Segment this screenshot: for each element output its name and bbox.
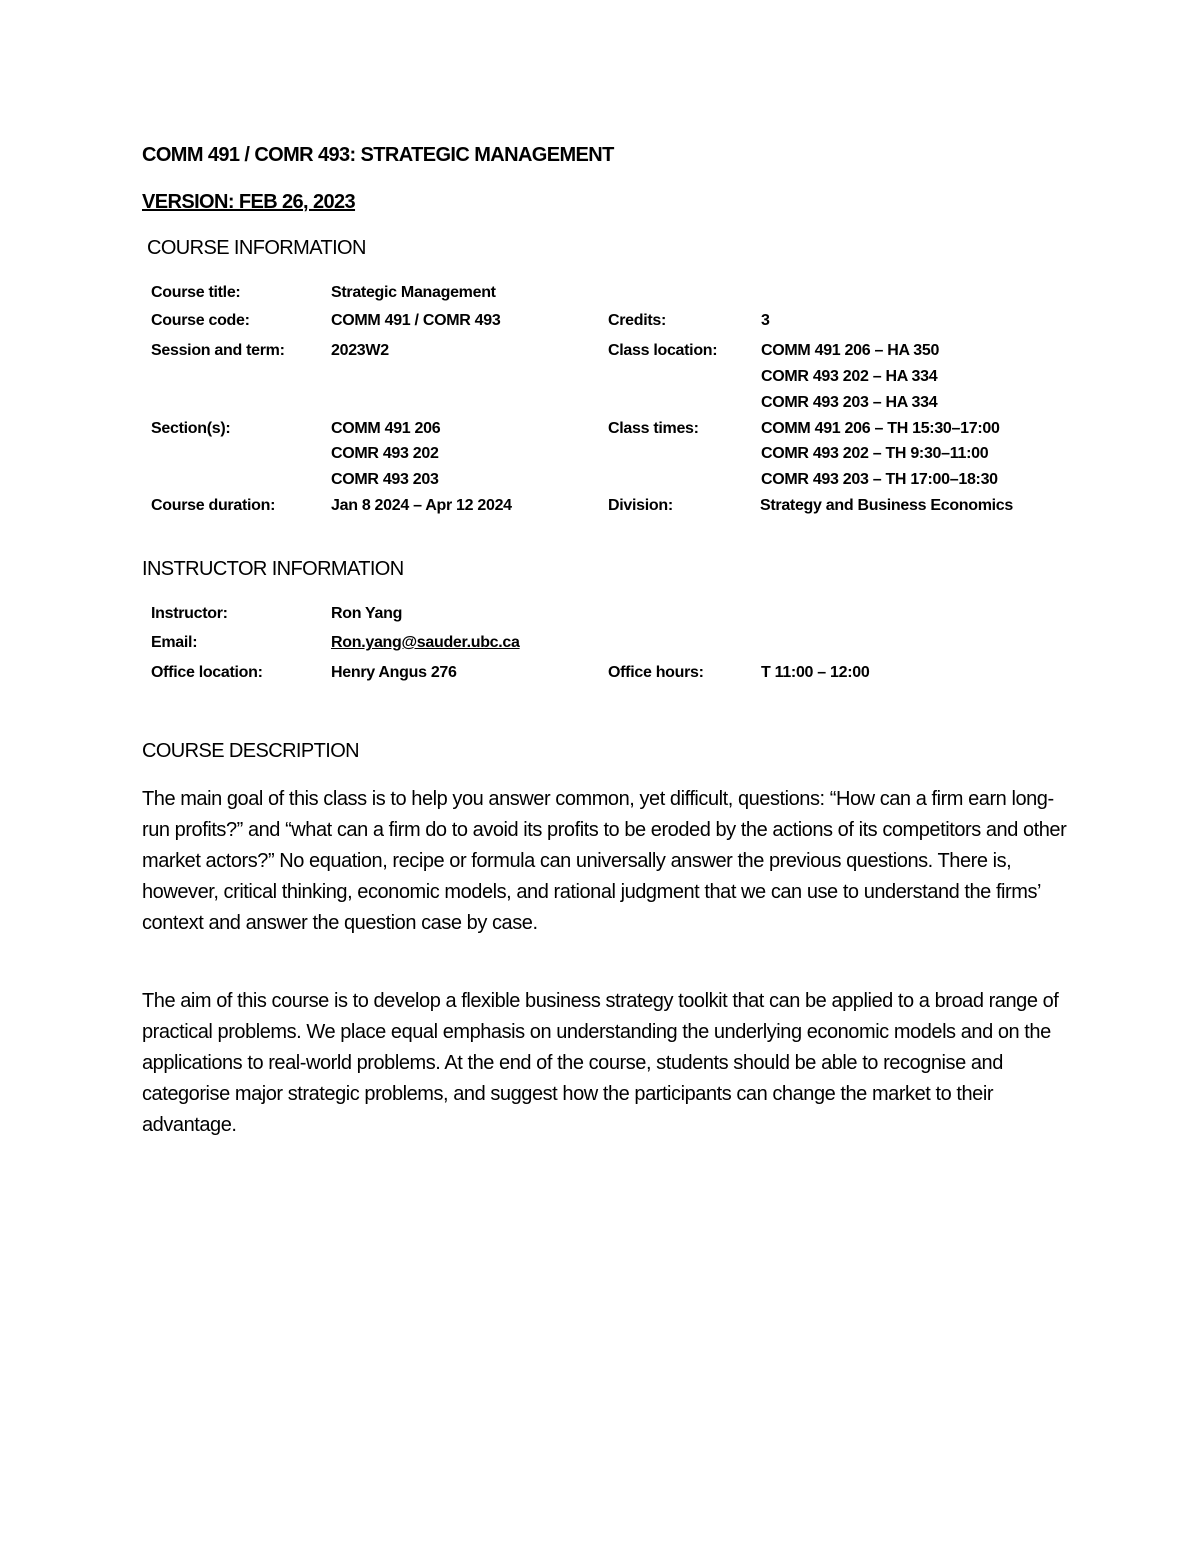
- class-times-label: Class times:: [608, 420, 699, 437]
- course-duration-label: Course duration:: [151, 497, 276, 514]
- class-location-item: COMR 493 203 – HA 334: [761, 394, 938, 411]
- email-cell: [331, 634, 520, 652]
- office-location-value: Henry Angus 276: [331, 664, 457, 681]
- course-code-value: COMM 491 / COMR 493: [331, 312, 501, 329]
- course-information-heading: COURSE INFORMATION: [147, 237, 366, 259]
- section-item: COMR 493 202: [331, 445, 439, 462]
- class-time-item: COMM 491 206 – TH 15:30–17:00: [761, 420, 1000, 437]
- course-title-label: Course title:: [151, 284, 241, 301]
- description-paragraph: The main goal of this class is to help you answer common, yet difficult, questions: “How can a firm earn long-run profits?” and “what can a firm do to avoid its profits to be eroded by the actions of its competitors and other market actors?” No equation, recipe or formula can universally answer the previous questions. There is, however, critical thinking, economic models, and rational judgment that we can use to understand the firms’ context and answer the question case by case.: [142, 788, 1067, 934]
- division-label: Division:: [608, 497, 673, 514]
- class-time-item: COMR 493 203 – TH 17:00–18:30: [761, 471, 998, 488]
- email-label: Email:: [151, 634, 198, 651]
- class-location-item: COMM 491 206 – HA 350: [761, 342, 940, 359]
- sections-label: Section(s):: [151, 420, 231, 437]
- office-hours-value: T 11:00 – 12:00: [761, 664, 870, 681]
- section-item: COMM 491 206: [331, 420, 441, 437]
- document-title: COMM 491 / COMR 493: STRATEGIC MANAGEMENT: [142, 144, 614, 166]
- class-location-item: COMR 493 202 – HA 334: [761, 368, 938, 385]
- description-paragraph: The aim of this course is to develop a flexible business strategy toolkit that can be applied to a broad range of practical problems. We place equal emphasis on understanding the underlying economic models and on the applications to real-world problems. At the end of the course, students should be able to recognise and categorise major strategic problems, and suggest how the participants can change the market to their advantage.: [142, 990, 1059, 1136]
- course-duration-value: Jan 8 2024 – Apr 12 2024: [331, 497, 512, 514]
- course-title-value: Strategic Management: [331, 284, 496, 301]
- instructor-information-heading: INSTRUCTOR INFORMATION: [142, 558, 404, 580]
- instructor-label: Instructor:: [151, 605, 228, 622]
- office-hours-label: Office hours:: [608, 664, 704, 681]
- session-term-value: 2023W2: [331, 342, 389, 359]
- class-time-item: COMR 493 202 – TH 9:30–11:00: [761, 445, 989, 462]
- course-code-label: Course code:: [151, 312, 250, 329]
- credits-label: Credits:: [608, 312, 667, 329]
- instructor-name: Ron Yang: [331, 605, 403, 622]
- division-value: Strategy and Business Economics: [760, 497, 1014, 514]
- session-term-label: Session and term:: [151, 342, 285, 359]
- class-location-label: Class location:: [608, 342, 718, 359]
- section-item: COMR 493 203: [331, 471, 439, 488]
- course-description-heading: COURSE DESCRIPTION: [142, 740, 360, 762]
- document-version: VERSION: FEB 26, 2023: [142, 191, 356, 213]
- email-link[interactable]: Ron.yang@sauder.ubc.ca: [331, 634, 520, 651]
- office-location-label: Office location:: [151, 664, 263, 681]
- credits-value: 3: [761, 312, 770, 329]
